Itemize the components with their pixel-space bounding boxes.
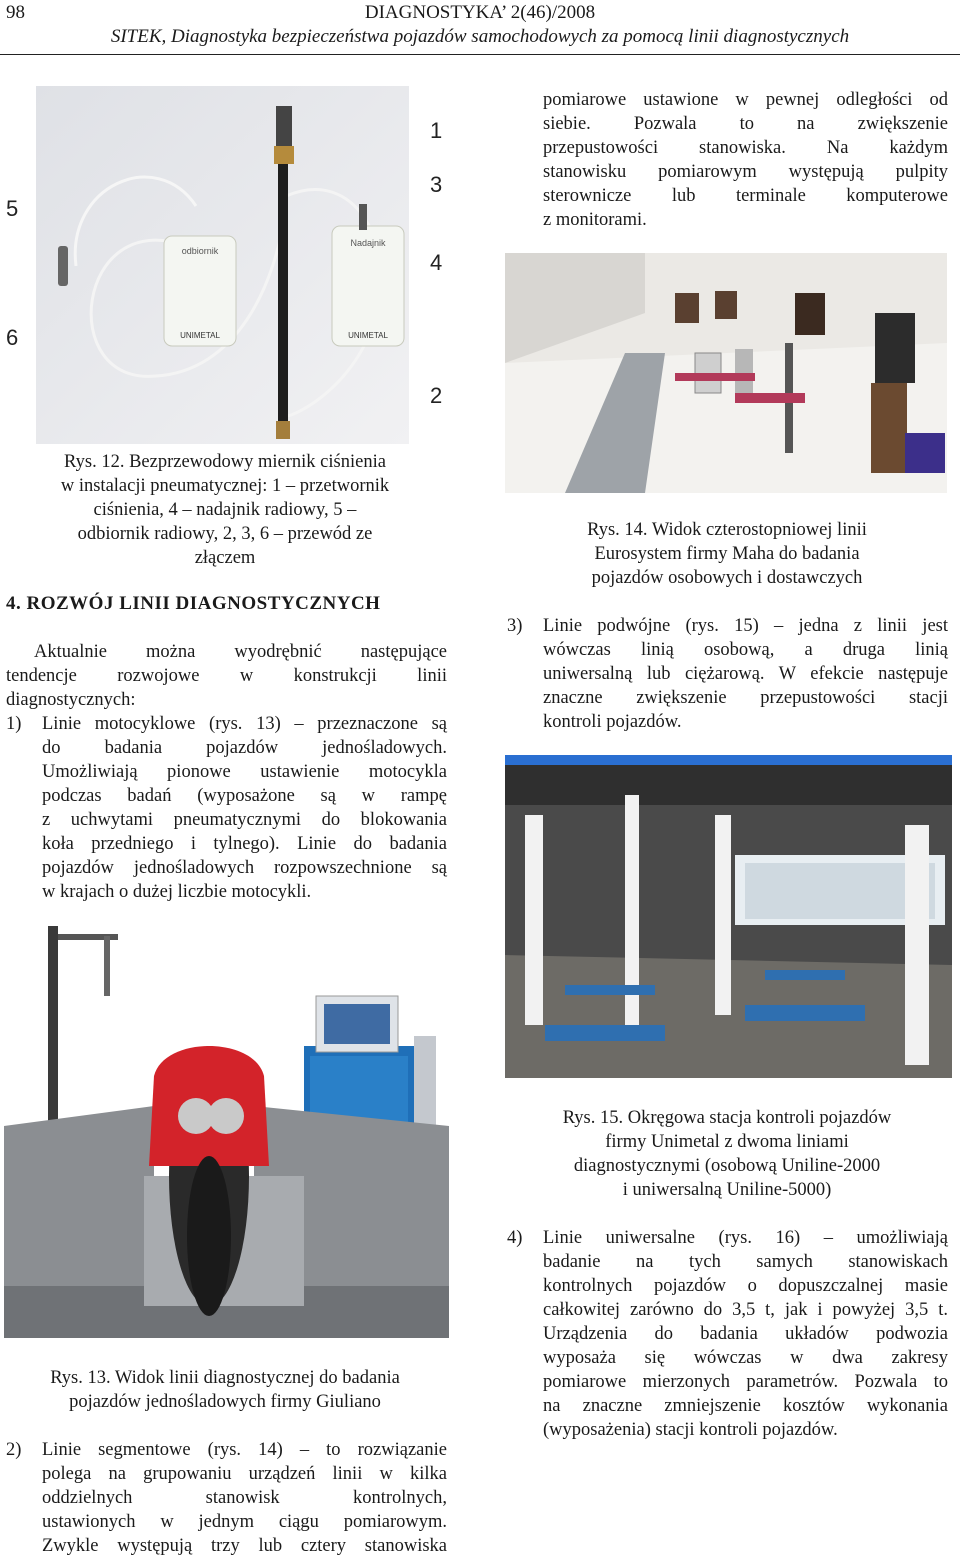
text-line: całkowitej zarówno do 3,5 t, jak i powyżej 3,5 t. (543, 1300, 948, 1320)
text-line: oddzielnych stanowisk kontrolnych, (42, 1488, 447, 1508)
caption-line: Rys. 14. Widok czterostopniowej linii (587, 520, 867, 540)
figure-13-photo (4, 926, 449, 1338)
text-line: Linie motocyklowe (rys. 13) – przeznaczone są (42, 714, 447, 734)
caption-line: w instalacji pneumatycznej: 1 – przetwornik (60, 476, 390, 496)
text-line: wówczas linią osobową, a druga linią (543, 640, 948, 660)
text-line: pomiarowe mierzonych parametrów. Pozwala to (543, 1372, 948, 1392)
caption-line: firmy Unimetal z dwoma liniami (605, 1132, 849, 1152)
text-line: w krajach o dużej liczbie motocykli. (42, 882, 312, 902)
text-line: do badania pojazdów jednośladowych. (42, 738, 447, 758)
fig12-brand-right: UNIMETAL (348, 331, 388, 340)
text-line: diagnostycznych: (6, 690, 136, 710)
section-heading: 4. ROZWÓJ LINII DIAGNOSTYCZNYCH (6, 593, 381, 614)
continued-paragraph (543, 88, 948, 232)
figure-13-caption (10, 1366, 440, 1414)
list-item-3 (543, 614, 948, 734)
figure-14-photo (505, 253, 947, 493)
fig12-label-5: 5 (6, 196, 19, 221)
section-intro (6, 640, 447, 712)
list-item-3-number: 3) (507, 616, 523, 636)
text-line: siebie. Pozwala to na zwiększenie (543, 114, 948, 134)
text-line: z uchwytami pneumatycznymi do blokowania (42, 810, 447, 830)
list-item-2-number: 2) (6, 1440, 22, 1460)
text-line: kontrolnych pojazdów o dopuszczalnej masie (543, 1276, 948, 1296)
figure-12-caption (20, 450, 430, 570)
header-rule (0, 54, 960, 55)
text-line: Urządzenia do badania układów podwozia (543, 1324, 948, 1344)
fig12-label-1: 1 (430, 118, 443, 143)
text-line: na znaczne zmniejszenie kosztów wykonania (543, 1396, 948, 1416)
list-item-4-number: 4) (507, 1228, 523, 1248)
fig12-label-4: 4 (430, 250, 443, 275)
figure-15-caption (505, 1106, 949, 1202)
caption-line: ciśnienia, 4 – nadajnik radiowy, 5 – (93, 500, 357, 520)
caption-line: pojazdów osobowych i dostawczych (591, 568, 863, 588)
text-line: Umożliwiają pionowe ustawienie motocykla (42, 762, 447, 782)
text-line: koła przedniego i tylnego). Linie do badania (42, 834, 447, 854)
text-line: sterownicze lub terminale komputerowe (543, 186, 948, 206)
fig12-label-3: 3 (430, 172, 443, 197)
text-line: uniwersalną lub ciężarową. W efekcie następuje (543, 664, 948, 684)
text-line: Zwykle występują trzy lub cztery stanowiska (42, 1536, 447, 1556)
list-item-2 (42, 1438, 447, 1558)
list-item-1 (42, 712, 447, 904)
text-line: kontroli pojazdów. (543, 712, 682, 732)
text-line: pomiarowe ustawione w pewnej odległości od (543, 90, 948, 110)
text-line: podczas badań (wyposażone są w rampę (42, 786, 447, 806)
list-item-4 (543, 1226, 948, 1442)
caption-line: Rys. 15. Okręgowa stacja kontroli pojazdów (562, 1108, 892, 1128)
fig12-device-right-label: Nadajnik (350, 238, 386, 248)
text-line: stanowisku pomiarowym występują pulpity (543, 162, 948, 182)
fig12-brand-left: UNIMETAL (180, 331, 220, 340)
figure-14-caption (515, 518, 939, 590)
fig12-label-6: 6 (6, 325, 19, 350)
text-line: z monitorami. (543, 210, 647, 230)
caption-line: Rys. 13. Widok linii diagnostycznej do badania (50, 1368, 400, 1388)
text-line: Linie segmentowe (rys. 14) – to rozwiązanie (42, 1440, 447, 1460)
caption-line: odbiornik radiowy, 2, 3, 6 – przewód ze (77, 524, 373, 544)
caption-line: Rys. 12. Bezprzewodowy miernik ciśnienia (64, 452, 386, 472)
text-line: badanie na tych samych stanowiskach (543, 1252, 948, 1272)
text-line: ustawionych w jednym ciągu pomiarowym. (42, 1512, 447, 1532)
caption-line: diagnostycznymi (osobową Uniline-2000 (573, 1156, 881, 1176)
text-line: polega na grupowaniu urządzeń linii w kilka (42, 1464, 447, 1484)
text-line: przepustowości stanowiska. Na każdym (543, 138, 948, 158)
fig12-label-2: 2 (430, 383, 443, 408)
figure-15-photo (505, 755, 952, 1078)
text-line: wyposaża się wówczas w dwa zakresy (543, 1348, 948, 1368)
caption-line: i uniwersalną Uniline-5000) (622, 1180, 832, 1200)
caption-line: pojazdów jednośladowych firmy Giuliano (69, 1392, 381, 1412)
text-line: tendencje rozwojowe w konstrukcji linii (6, 666, 447, 686)
text-line: Aktualnie można wyodrębnić następujące (34, 642, 447, 662)
caption-line: złączem (194, 548, 256, 568)
text-line: Linie podwójne (rys. 15) – jedna z linii jest (543, 616, 948, 636)
text-line: Linie uniwersalne (rys. 16) – umożliwiają (543, 1228, 948, 1248)
text-line: pojazdów jednośladowych rozpowszechnione są (42, 858, 447, 878)
running-title: SITEK, Diagnostyka bezpieczeństwa pojazdów samochodowych za pomocą linii diagnostycznych (110, 26, 850, 47)
figure-12-photo (36, 86, 409, 444)
list-item-1-number: 1) (6, 714, 22, 734)
journal-title: DIAGNOSTYKA’ 2(46)/2008 (364, 2, 596, 23)
fig12-device-left-label: odbiornik (181, 246, 219, 256)
text-line: znaczne zwiększenie przepustowości stacji (543, 688, 948, 708)
caption-line: Eurosystem firmy Maha do badania (594, 544, 860, 564)
text-line: (wyposażenia) stacji kontroli pojazdów. (543, 1420, 838, 1440)
page-number: 98 (6, 2, 25, 23)
